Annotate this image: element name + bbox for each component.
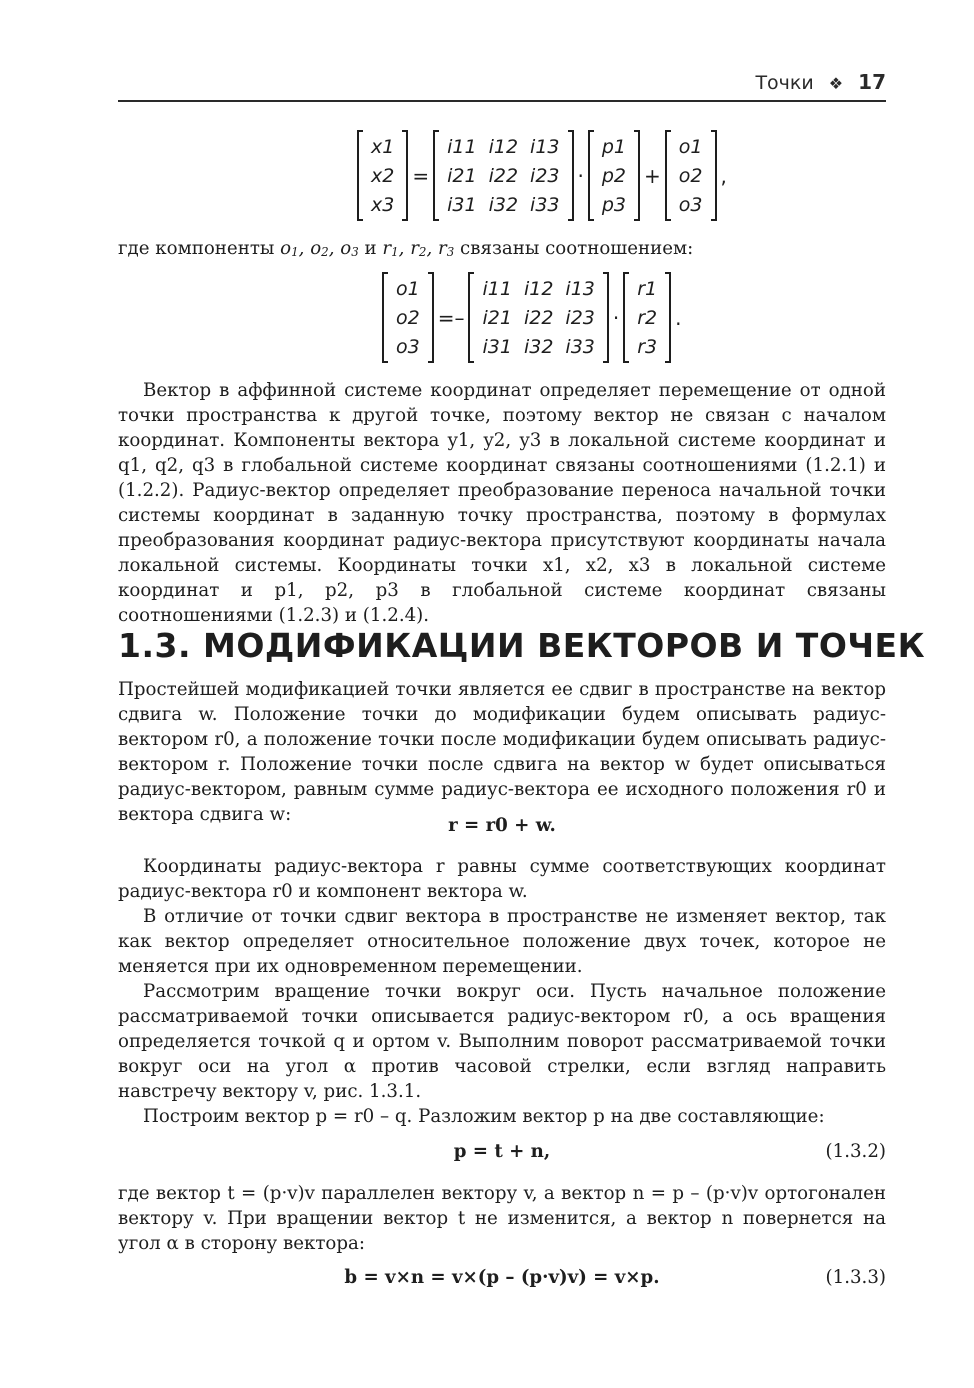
- paragraph-build-vector: Построим вектор p = r0 – q. Разложим вектор p на две составляющие:: [143, 1106, 825, 1127]
- running-header: [118, 66, 886, 102]
- matrix-cell: r2: [637, 306, 658, 329]
- matrix-cell: o2: [396, 306, 420, 329]
- matrix-cell: i22: [488, 164, 519, 187]
- equals-minus-sign: =–: [437, 305, 465, 330]
- paragraph-components: где вектор t = (p·v)v параллелен вектору v, а вектор n = p – (p·v)v ортогонален вектору v. При вращении вектор t не изменится, а вектор n повернется на угол α в сторону вектора:: [118, 1183, 886, 1254]
- period: .: [675, 305, 682, 330]
- matrix-cell: o1: [678, 135, 703, 158]
- matrix-cell: i21: [447, 164, 477, 187]
- rotation-matrix: [433, 130, 573, 221]
- matrix-equation-1: [357, 130, 731, 221]
- equation-body: b = v×n = v×(p – (p·v)v) = v×p.: [344, 1267, 660, 1288]
- matrix-cell: i12: [523, 277, 554, 300]
- comma: ,: [720, 163, 727, 188]
- matrix-cell: i13: [530, 135, 560, 158]
- matrix-cell: p1: [601, 135, 627, 158]
- equation-shift: r = r0 + w.: [448, 815, 556, 836]
- rotation-matrix: [468, 272, 608, 363]
- plus-sign: +: [644, 163, 661, 188]
- matrix-cell: i22: [523, 306, 554, 329]
- matrix-cell: i32: [488, 193, 519, 216]
- fleuron-icon: ❖: [828, 74, 844, 93]
- matrix-cell: x2: [371, 164, 395, 187]
- running-header-section: Точки: [755, 72, 814, 94]
- paragraph-coordinates: Координаты радиус-вектора r равны сумме соответствующих координат радиус-вектора r0 и компонент вектора w.: [118, 856, 886, 902]
- equation-number: (1.3.2): [825, 1141, 886, 1162]
- matrix-cell: i21: [482, 306, 512, 329]
- matrix-cell: i13: [565, 277, 595, 300]
- paragraph-rotation: Рассмотрим вращение точки вокруг оси. Пусть начальное положение рассматриваемой точки описывается радиус-вектором r0, а ось вращения определяется точкой q и ортом v. Выполним поворот рассматриваемой точки вокруг оси на угол α против часовой стрелки, если взгляд направить навстречу вектору v, рис. 1.3.1.: [118, 981, 886, 1102]
- dot-operator: ·: [577, 163, 584, 188]
- matrix-cell: p2: [601, 164, 627, 187]
- matrix-cell: i33: [530, 193, 560, 216]
- equals-sign: =: [412, 163, 430, 188]
- page-number: 17: [858, 70, 886, 94]
- matrix-cell: i31: [447, 193, 477, 216]
- matrix-cell: x3: [371, 193, 395, 216]
- vector-o: [665, 130, 717, 221]
- text-between-equations: где компоненты $o_1$, $o_2$, $o_3$ и $r_1$, $r_2$, $r_3$ связаны соотношением:: [118, 238, 694, 259]
- matrix-cell: i31: [482, 335, 512, 358]
- matrix-cell: o3: [678, 193, 703, 216]
- text-suffix: связаны соотношением:: [460, 238, 694, 259]
- vector-p: [588, 130, 640, 221]
- matrix-cell: i32: [523, 335, 554, 358]
- matrix-cell: o1: [396, 277, 420, 300]
- equation-body: p = t + n,: [453, 1141, 551, 1162]
- text-prefix: где компоненты: [118, 238, 275, 259]
- matrix-equation-2: [382, 272, 686, 363]
- dot-operator: ·: [612, 305, 620, 330]
- section-heading: 1.3. МОДИФИКАЦИИ ВЕКТОРОВ И ТОЧЕК: [118, 626, 926, 665]
- matrix-cell: x1: [371, 135, 395, 158]
- matrix-cell: p3: [601, 193, 627, 216]
- vector-x: [357, 130, 408, 221]
- paragraph-vector-shift: В отличие от точки сдвиг вектора в пространстве не изменяет вектор, так как вектор определяет относительное положение двух точек, которое не меняется при их одновременном перемещении.: [118, 906, 886, 977]
- matrix-cell: i23: [530, 164, 560, 187]
- matrix-cell: r3: [637, 335, 658, 358]
- paragraph-point-shift: Простейшей модификацией точки является ее сдвиг в пространстве на вектор сдвига w. Положение точки до модификации будем описывать радиус-вектором r0, а положение точки после модификации будем описывать радиус-вектором r. Положение точки после сдвига на вектор w будет описываться радиус-вектором, равным сумме радиус-вектора ее исходного положения r0 и вектора сдвига w:: [118, 679, 886, 825]
- vector-o: [382, 272, 434, 363]
- paragraph-affine-vector: Вектор в аффинной системе координат определяет перемещение от одной точки пространства к другой точке, поэтому вектор не связан с началом координат. Компоненты вектора y1, y2, y3 в локальной системе координат и q1, q2, q3 в глобальной системе координат связаны соотношениями (1.2.1) и (1.2.2). Радиус-вектор определяет преобразование переноса начальной точки системы координат в заданную точку пространства, поэтому в формулах преобразования координат радиус-вектора присутствуют координаты начала локальной системы. Координаты точки x1, x2, x3 в локальной системе координат и p1, p2, p3 в глобальной системе координат связаны соотношениями (1.2.3) и (1.2.4).: [118, 380, 886, 626]
- matrix-cell: i11: [447, 135, 477, 158]
- matrix-cell: i12: [488, 135, 519, 158]
- equation-number: (1.3.3): [825, 1267, 886, 1288]
- matrix-cell: i33: [565, 335, 595, 358]
- matrix-cell: o2: [678, 164, 703, 187]
- equation-decompose: [118, 1141, 886, 1162]
- matrix-cell: i11: [482, 277, 512, 300]
- matrix-cell: r1: [637, 277, 658, 300]
- matrix-cell: i23: [565, 306, 595, 329]
- matrix-cell: o3: [396, 335, 420, 358]
- vector-r: [623, 272, 671, 363]
- equation-cross: [118, 1267, 886, 1288]
